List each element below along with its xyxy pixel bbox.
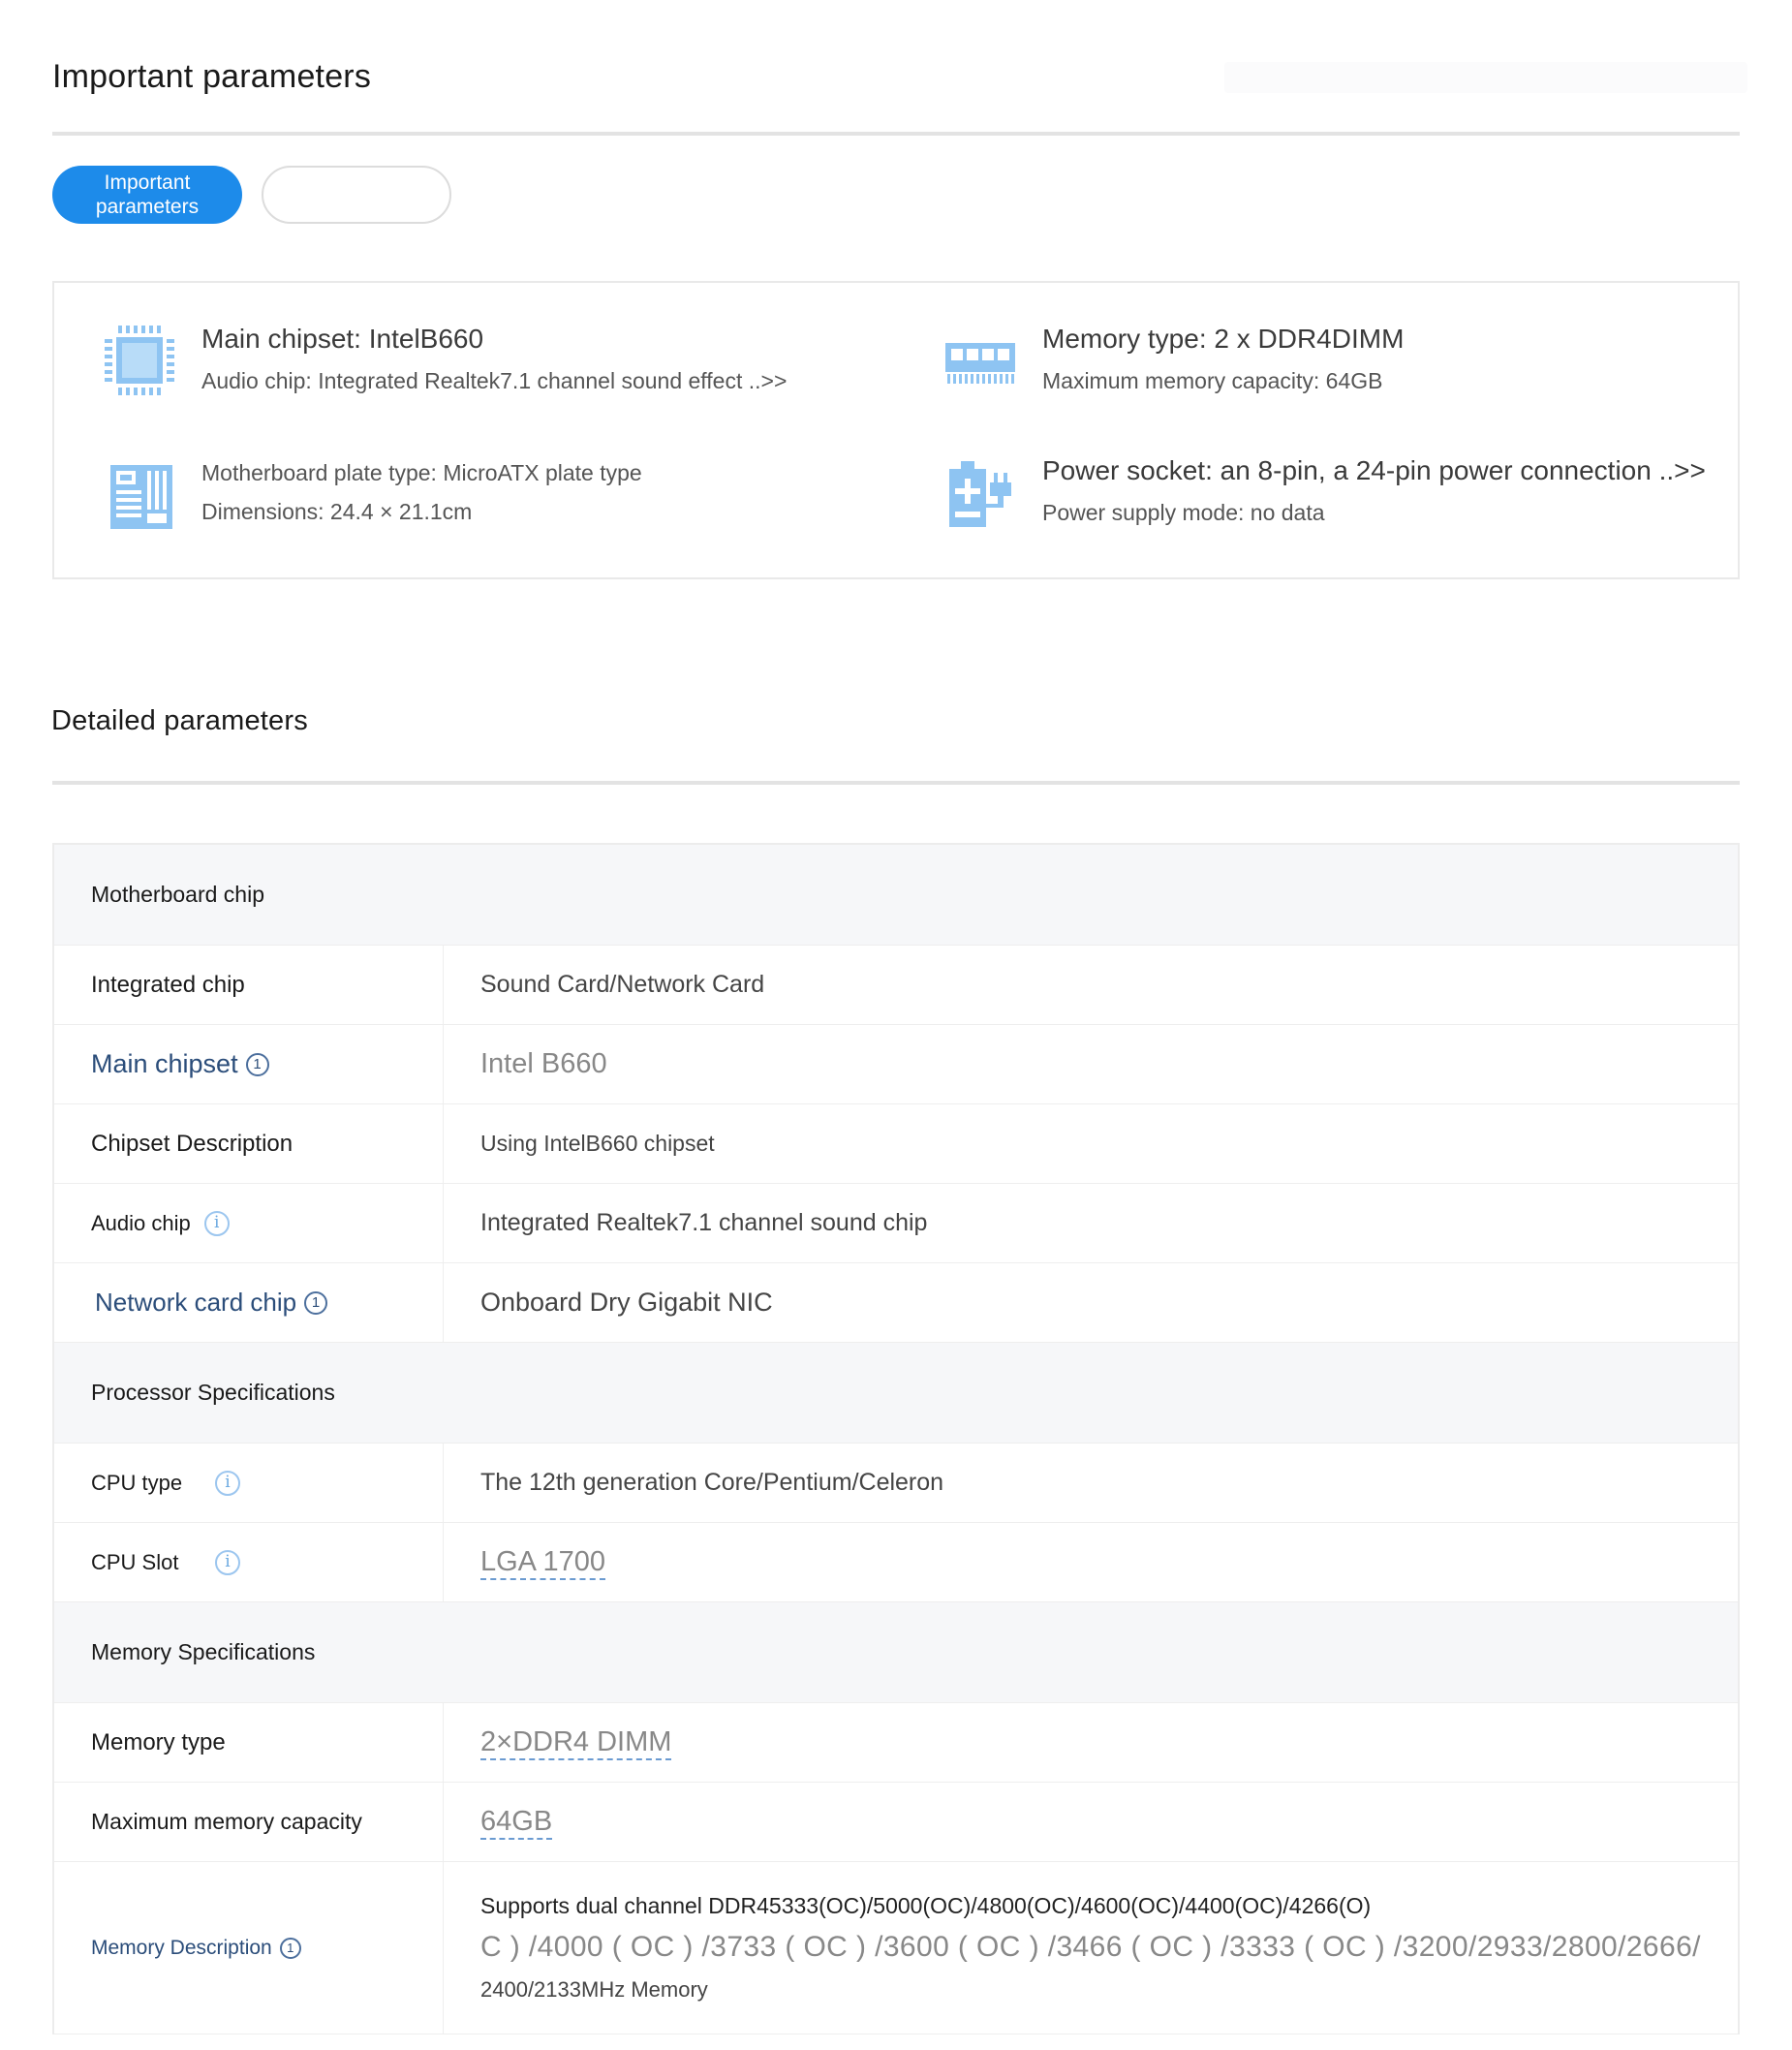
spec-value-network-card-chip [444,1263,1738,1342]
table-row [54,1025,1738,1104]
table-row [54,1104,1738,1184]
table-row [54,1523,1738,1602]
spec-label-chipset-description [54,1104,444,1183]
memory-description-line: C ) /4000 ( OC ) /3733 ( OC ) /3600 ( OC ) /3466 ( OC ) /3333 ( OC ) /3200/2933/2800/2666/ [480,1931,1701,1963]
spec-value-audio-chip [444,1184,1738,1262]
label-text: Main chipset [91,1049,238,1078]
spec-value-cpu-slot [444,1523,1738,1601]
tab-label: Important parameters [95,171,200,218]
spec-value-max-memory-capacity [444,1783,1738,1861]
value-text: Integrated Realtek7.1 channel sound chip [480,1209,928,1236]
label-text: Network card chip [95,1288,297,1317]
label-text: Chipset Description [91,1130,294,1157]
summary-power-mode: Power supply mode: no data [1042,500,1325,525]
circled-number-icon[interactable]: 1 [246,1053,269,1076]
table-row [54,1444,1738,1523]
important-parameters-title: Important parameters [52,58,372,95]
spec-label-integrated-chip [54,946,444,1024]
spec-label-memory-type [54,1703,444,1782]
summary-power [942,453,1706,531]
detailed-parameters-title: Detailed parameters [51,705,308,736]
group-memory-specifications: Memory Specifications [54,1602,1738,1703]
summary-audio-chip-link[interactable]: Audio chip: Integrated Realtek7.1 channel sound effect ..>> [201,368,788,393]
spec-value-memory-type [444,1703,1738,1782]
info-icon[interactable]: i [204,1211,230,1236]
label-text: Memory type [91,1728,226,1755]
spec-label-audio-chip [54,1184,444,1262]
table-row [54,1783,1738,1862]
tab-secondary[interactable] [262,166,451,224]
faint-header-bar [1224,62,1747,93]
value-link[interactable]: LGA 1700 [480,1546,605,1580]
spec-table [52,843,1740,2034]
spec-label-cpu-slot [54,1523,444,1601]
summary-chipset [101,322,787,399]
divider [52,781,1740,785]
info-icon[interactable]: i [215,1550,240,1575]
spec-value-main-chipset [444,1025,1738,1103]
label-text: CPU type [91,1470,183,1495]
value-text: Sound Card/Network Card [480,971,765,998]
spec-value-chipset-description [444,1104,1738,1183]
summary-panel [52,281,1740,579]
summary-plate-type: Motherboard plate type: MicroATX plate type [201,460,642,485]
label-text: Audio chip [91,1210,191,1235]
label-text: CPU Slot [91,1549,179,1574]
label-text: Maximum memory capacity [91,1809,362,1834]
summary-memory-type: Memory type: 2 x DDR4DIMM [1042,324,1405,354]
table-row [54,946,1738,1025]
spec-value-cpu-type [444,1444,1738,1522]
divider [52,132,1740,136]
spec-value-memory-description [444,1862,1738,2034]
memory-description-line: 2400/2133MHz Memory [480,1977,708,2002]
param-tabs [52,166,451,224]
memory-description-line: Supports dual channel DDR45333(OC)/5000(OC)/4800(OC)/4600(OC)/4400(OC)/4266(O) [480,1893,1372,1918]
spec-label-network-card-chip[interactable] [54,1263,444,1342]
info-icon[interactable]: i [215,1471,240,1496]
spec-label-memory-description[interactable] [54,1862,444,2034]
power-icon [942,453,1019,531]
table-row [54,1703,1738,1783]
spec-label-main-chipset[interactable] [54,1025,444,1103]
spec-label-max-memory-capacity [54,1783,444,1861]
summary-memory [942,322,1404,399]
summary-board [101,457,642,535]
summary-main-chipset: Main chipset: IntelB660 [201,324,484,354]
value-text: Intel B660 [480,1048,607,1079]
memory-icon [942,322,1019,399]
summary-dimensions: Dimensions: 24.4 × 21.1cm [201,499,473,524]
circled-number-icon[interactable]: 1 [304,1291,327,1315]
value-text: The 12th generation Core/Pentium/Celeron [480,1469,944,1496]
group-processor-specifications: Processor Specifications [54,1343,1738,1444]
table-row [54,1263,1738,1343]
spec-value-integrated-chip [444,946,1738,1024]
tab-important-parameters[interactable] [52,166,242,224]
label-text: Memory Description [91,1936,272,1959]
value-text: Onboard Dry Gigabit NIC [480,1288,773,1317]
table-row [54,1184,1738,1263]
summary-memory-capacity: Maximum memory capacity: 64GB [1042,368,1383,393]
chip-icon [101,322,178,399]
value-link[interactable]: 2×DDR4 DIMM [480,1726,671,1760]
label-text: Integrated chip [91,971,245,998]
spec-label-cpu-type [54,1444,444,1522]
motherboard-icon [101,457,178,535]
summary-power-socket-link[interactable]: Power socket: an 8-pin, a 24-pin power connection ..>> [1042,455,1706,485]
value-text: Using IntelB660 chipset [480,1131,715,1156]
group-motherboard-chip: Motherboard chip [54,845,1738,946]
value-link[interactable]: 64GB [480,1806,552,1840]
table-row [54,1862,1738,2034]
circled-number-icon[interactable]: 1 [280,1938,301,1959]
